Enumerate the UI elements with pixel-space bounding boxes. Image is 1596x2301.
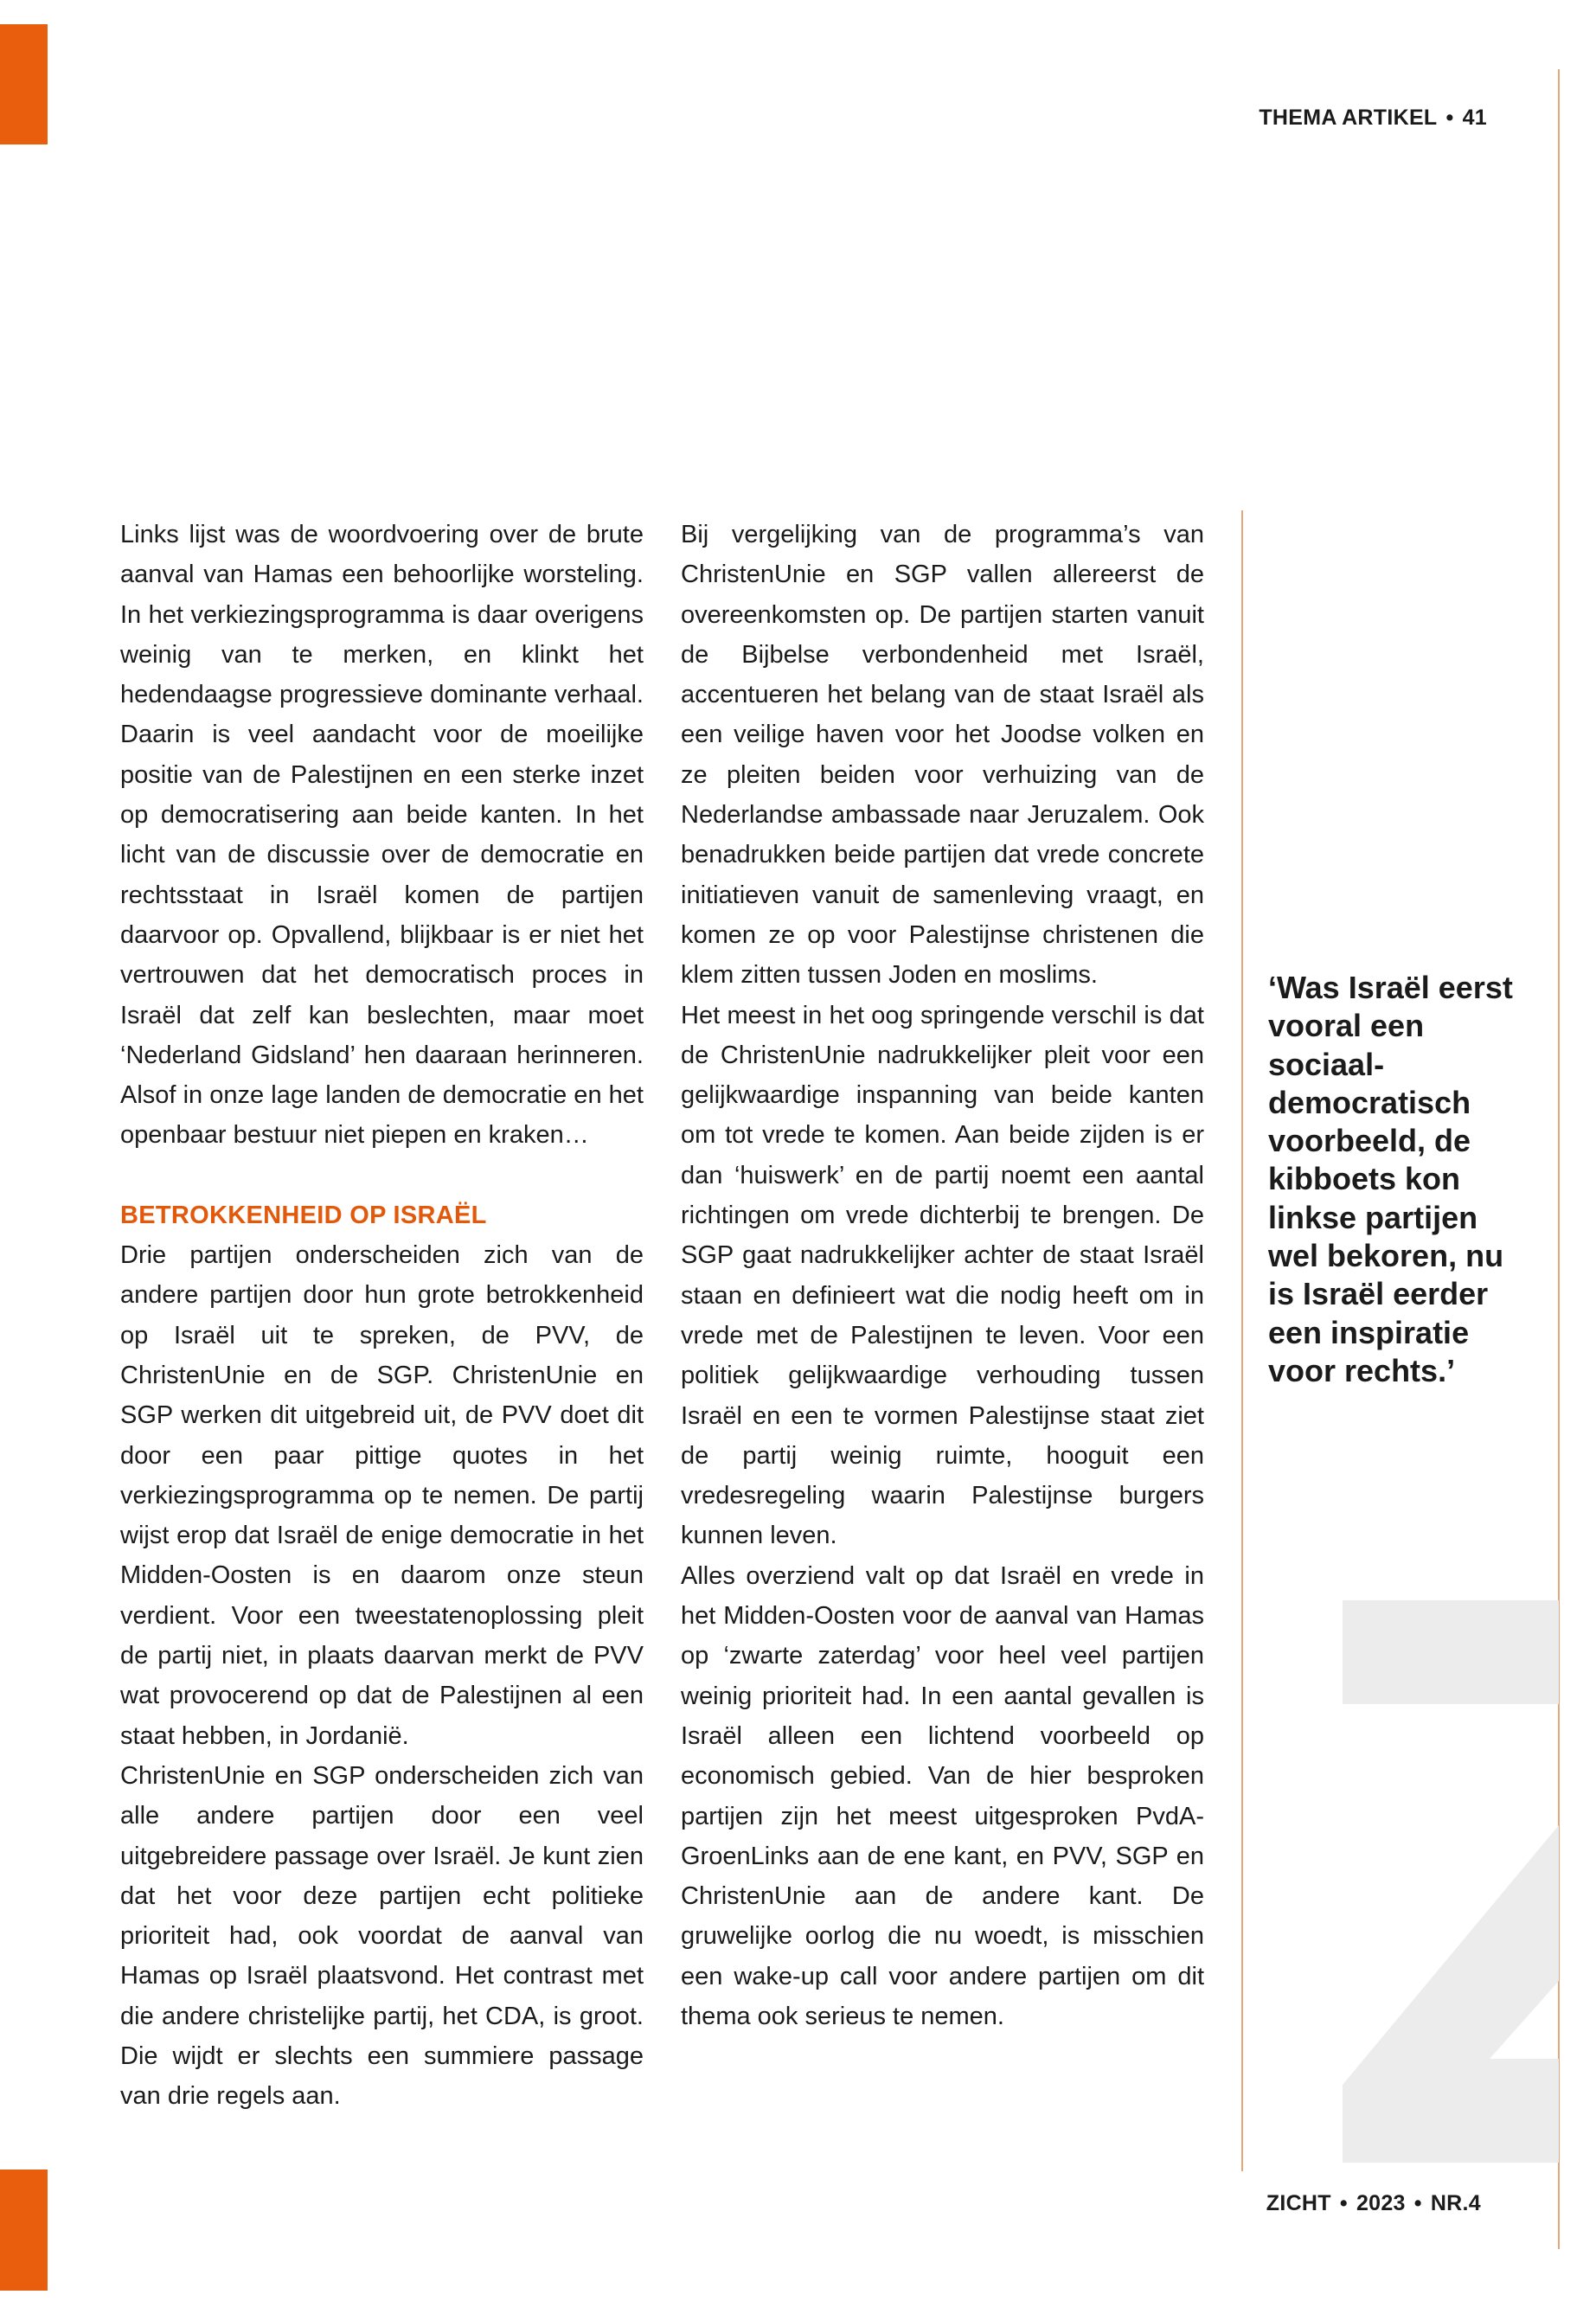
article-column-left [120,515,644,2117]
paragraph: Drie partijen onderscheiden zich van de andere partijen door hun grote betrokkenheid op Israël uit te spreken, de PVV, de ChristenUnie en de SGP. ChristenUnie en SGP werken dit uitgebreid uit, de PVV doet dit door een paar pittige quotes in het verkiezingsprogramma op te nemen. De partij wijst erop dat Israël de enige democratie in het Midden-Oosten is en daarom onze steun verdient. Voor een tweestatenoplossing pleit de partij niet, in plaats daarvan merkt de PVV wat provocerend op dat de Palestijnen al een staat hebben, in Jordanië. [120,1241,644,1750]
running-footer [1266,2191,1481,2216]
bullet-separator: • [1413,2191,1422,2215]
bullet-separator: • [1339,2191,1348,2215]
accent-bar-bottom [0,2170,48,2291]
paragraph: Links lijst was de woordvoering over de brute aanval van Hamas een behoorlijke worsteling. In het verkiezingsprogramma is daar overigens weinig van te merken, en klinkt het hedendaagse progressieve dominante verhaal. Daarin is veel aandacht voor de moeilijke positie van de Palestijnen en een sterke inzet op democratisering aan beide kanten. In het licht van de discussie over de democratie en rechtsstaat in Israël komen de partijen daarvoor op. Opvallend, blijkbaar is er niet het vertrouwen dat het democratisch proces in Israël dat zelf kan beslechten, maar moet ‘Nederland Gidsland’ hen daaraan herinneren. Alsof in onze lage landen de democratie en het openbaar bestuur niet piepen en kraken… [120,521,644,1150]
section-label: THEMA ARTIKEL [1259,106,1438,130]
page-number: 41 [1462,106,1487,130]
issue-number: NR.4 [1430,2191,1481,2215]
bullet-separator: • [1445,106,1454,130]
accent-bar-top [0,24,48,144]
paragraph: Bij vergelijking van de programma’s van ChristenUnie en SGP vallen allereerst de overeenkomsten op. De partijen starten vanuit de Bijbelse verbondenheid met Israël, accentueren het belang van de staat Israël als een veilige haven voor het Joodse volken en ze pleiten beiden voor verhuizing van de Nederlandse ambassade naar Jeruzalem. Ook benadrukken beide partijen dat vrede concrete initiatieven vanuit de samenleving vraagt, en komen ze op voor Palestijnse christenen die klem zitten tussen Joden en moslims. [681,521,1204,990]
article-column-right [681,515,1204,2036]
section-heading: BETROKKENHEID OP ISRAËL [120,1201,487,1229]
paragraph: Het meest in het oog springende verschil is dat de ChristenUnie nadrukkelijker pleit voor een gelijkwaardige inspanning van beide kanten om tot vrede te komen. Aan beide zijden is er dan ‘huiswerk’ en de partij noemt een aantal richtingen om vrede dichterbij te brengen. De SGP gaat nadrukkelijker achter de staat Israël staan en definieert wat die nodig heeft om in vrede met de Palestijnen te leven. Voor een politiek gelijkwaardige verhouding tussen Israël en een te vormen Palestijnse staat ziet de partij weinig ruimte, hooguit een vredesregeling waarin Palestijnse burgers kunnen leven. [681,1001,1204,1550]
paragraph: Alles overziend valt op dat Israël en vrede in het Midden-Oosten voor de aanval van Hamas op ‘zwarte zaterdag’ voor heel veel partijen weinig prioriteit had. In een aantal gevallen is Israël alleen een lichtend voorbeeld op economisch gebied. Van de hier besproken partijen zijn het meest uitgesproken PvdA-GroenLinks aan de ene kant, en PVV, SGP en ChristenUnie aan de andere kant. De gruwelijke oorlog die nu woedt, is misschien een wake-up call voor andere partijen om dit thema ook serieus te nemen. [681,1561,1204,2030]
issue-year: 2023 [1356,2191,1406,2215]
paragraph: ChristenUnie en SGP onderscheiden zich van alle andere partijen door een veel uitgebreidere passage over Israël. Je kunt zien dat het voor deze partijen echt politieke prioriteit had, ook voordat de aanval van Hamas op Israël plaatsvond. Het contrast met die andere christelijke partij, het CDA, is groot. Die wijdt er slechts een summiere passage van drie regels aan. [120,1761,644,2111]
z-logo-watermark [1343,1600,1559,2163]
running-header [1259,106,1487,131]
pull-quote: ‘Was Israël eerst vooral een sociaal-democratisch voorbeeld, de kibboets kon linkse partijen wel bekoren, nu is Israël eerder een inspiratie voor rechts.’ [1268,970,1513,1388]
magazine-name: ZICHT [1266,2191,1331,2215]
column-divider-rule [1241,510,1243,2171]
